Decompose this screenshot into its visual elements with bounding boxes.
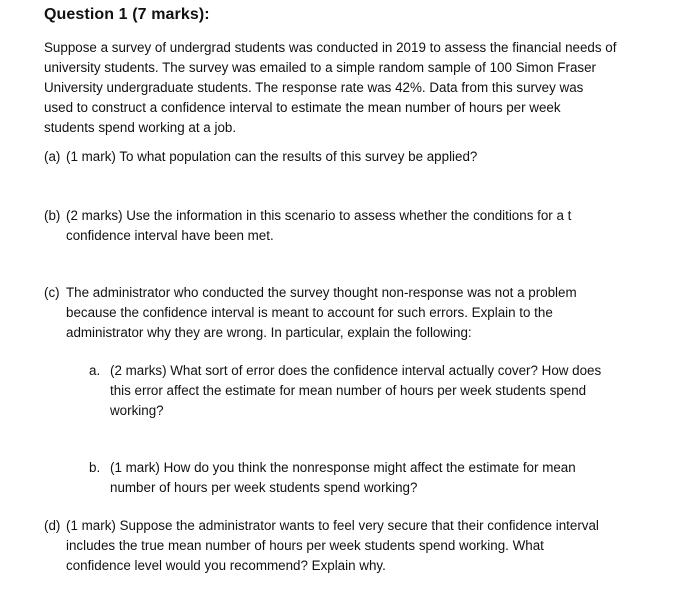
part-c-sub-a-text: (2 marks) What sort of error does the confidence interval actually cover? How does bbox=[110, 363, 602, 378]
part-b-text: (2 marks) Use the information in this scenario to assess whether the conditions for a t bbox=[66, 208, 572, 223]
intro-line: students spend working at a job. bbox=[44, 120, 237, 135]
part-c-sub-b-text: (1 mark) How do you think the nonresponse might affect the estimate for mean bbox=[110, 460, 576, 475]
part-b-text: confidence interval have been met. bbox=[66, 228, 274, 243]
part-d-text: (1 mark) Suppose the administrator wants to feel very secure that their confidence interval bbox=[66, 518, 599, 533]
intro-line: University undergraduate students. The response rate was 42%. Data from this survey was bbox=[44, 80, 584, 95]
part-a-label: (a) bbox=[44, 149, 61, 164]
part-b-label: (b) bbox=[44, 208, 61, 223]
part-d-text: includes the true mean number of hours per week students spend working. What bbox=[66, 538, 544, 553]
intro-line: university students. The survey was emailed to a simple random sample of 100 Simon Fraser bbox=[44, 60, 596, 75]
part-c-sub-b-text: number of hours per week students spend working? bbox=[110, 480, 418, 495]
intro-line: Suppose a survey of undergrad students was conducted in 2019 to assess the financial needs of bbox=[44, 40, 617, 55]
question-title: Question 1 (7 marks): bbox=[44, 6, 210, 23]
part-c-label: (c) bbox=[44, 285, 60, 300]
part-a-text: (1 mark) To what population can the results of this survey be applied? bbox=[66, 149, 478, 164]
part-c-text: administrator why they are wrong. In particular, explain the following: bbox=[66, 325, 472, 340]
part-c-sub-a-label: a. bbox=[89, 363, 101, 378]
part-c-text: because the confidence interval is meant to account for such errors. Explain to the bbox=[66, 305, 553, 320]
part-c-sub-a-text: working? bbox=[110, 403, 164, 418]
part-c-text: The administrator who conducted the survey thought non-response was not a problem bbox=[66, 285, 577, 300]
part-d-label: (d) bbox=[44, 518, 61, 533]
part-c-sub-b-label: b. bbox=[89, 460, 101, 475]
part-d-text: confidence level would you recommend? Explain why. bbox=[66, 558, 386, 573]
intro-line: used to construct a confidence interval to estimate the mean number of hours per week bbox=[44, 100, 561, 115]
part-c-sub-a-text: this error affect the estimate for mean number of hours per week students spend bbox=[110, 383, 587, 398]
